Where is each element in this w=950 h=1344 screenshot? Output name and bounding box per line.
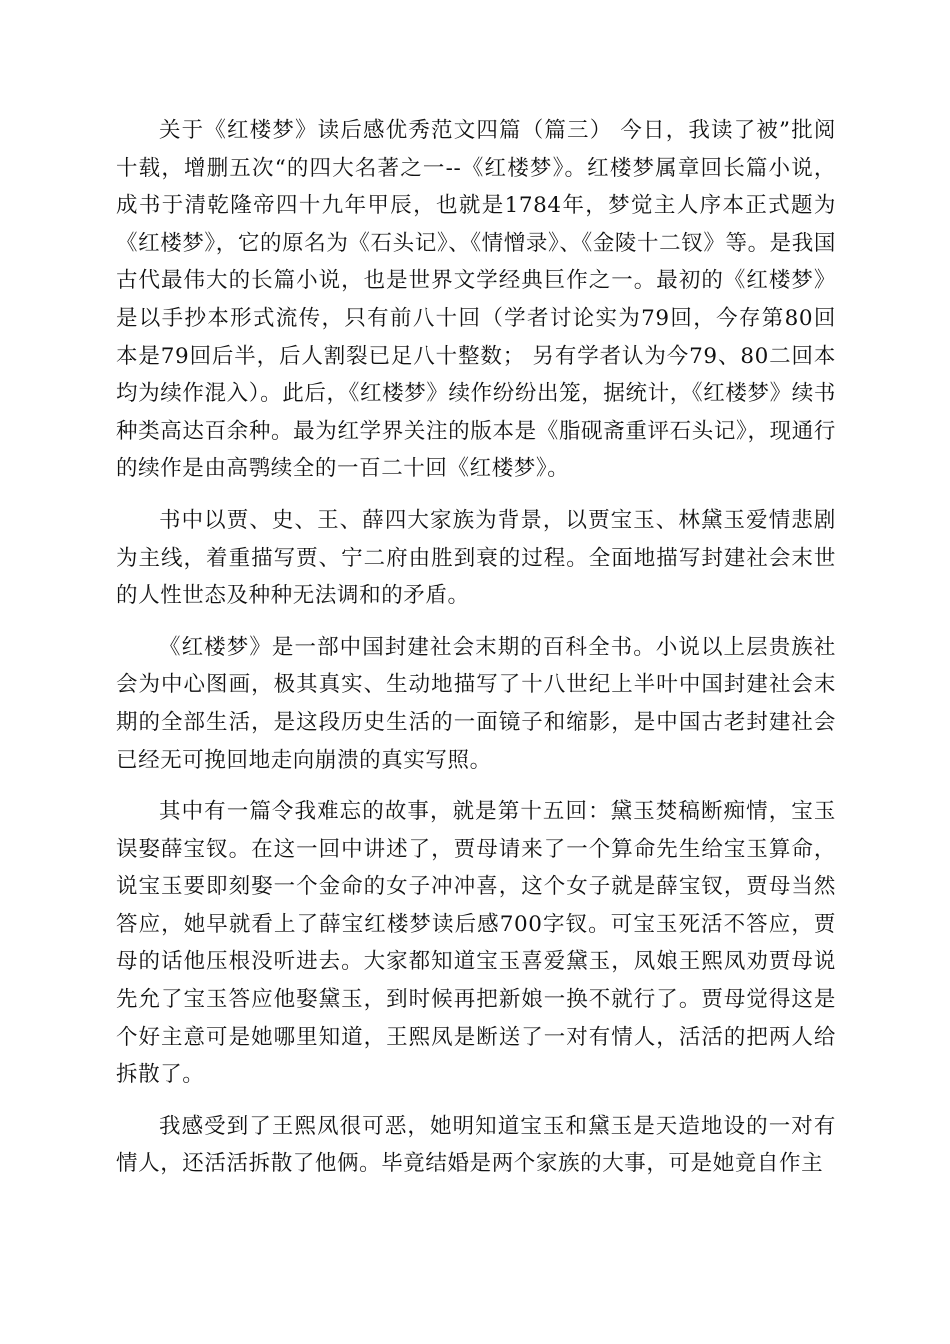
paragraph-4: 其中有一篇令我难忘的故事，就是第十五回：黛玉焚稿断痴情，宝玉误娶薛宝钗。在这一回中讲述了，贾母请来了一个算命先生给宝玉算命，说宝玉要即刻娶一个金命的女子冲冲喜，这个女子就是薛宝钗，贾母当然答应，她早就看上了薛宝红楼梦读后感700字钗。可宝玉死活不答应，贾母的话他压根没听进去。大家都知道宝玉喜爱黛玉，凤娘王熙凤劝贾母说先允了宝玉答应他娶黛玉，到时候再把新娘一换不就行了。贾母觉得这是个好主意可是她哪里知道，王熙凤是断送了一对有情人，活活的把两人给拆散了。 (116, 799, 836, 1088)
paragraph-5: 我感受到了王熙凤很可恶，她明知道宝玉和黛玉是天造地设的一对有情人，还活活拆散了他俩。毕竟结婚是两个家族的大事，可是她竟自作主 (116, 1113, 836, 1177)
paragraph-1: 关于《红楼梦》读后感优秀范文四篇（篇三） 今日，我读了被”批阅十载，增删五次“的四大名著之一--《红楼梦》。红楼梦属章回长篇小说，成书于清乾隆帝四十九年甲辰，也就是1784年，梦觉主人序本正式题为《红楼梦》，它的原名为《石头记》、《情憎录》、《金陵十二钗》等。是我国古代最伟大的长篇小说，也是世界文学经典巨作之一。最初的《红楼梦》是以手抄本形式流传，只有前八十回（学者讨论实为79回，今存第80回本是79回后半，后人割裂已足八十整数； 另有学者认为今79、80二回本均为续作混入）。此后，《红楼梦》续作纷纷出笼，据统计，《红楼梦》续书种类高达百余种。最为红学界关注的版本是《脂砚斋重评石头记》，现通行的续作是由高鹗续全的一百二十回《红楼梦》。 (116, 118, 836, 482)
paragraph-3: 《红楼梦》是一部中国封建社会末期的百科全书。小说以上层贵族社会为中心图画，极其真实、生动地描写了十八世纪上半叶中国封建社会末期的全部生活，是这段历史生活的一面镜子和缩影，是中国古老封建社会已经无可挽回地走向崩溃的真实写照。 (116, 634, 836, 773)
document-body (116, 112, 836, 1197)
paragraph-2: 书中以贾、史、王、薛四大家族为背景，以贾宝玉、林黛玉爱情悲剧为主线，着重描写贾、宁二府由胜到衰的过程。全面地描写封建社会末世的人性世态及种种无法调和的矛盾。 (116, 507, 836, 609)
